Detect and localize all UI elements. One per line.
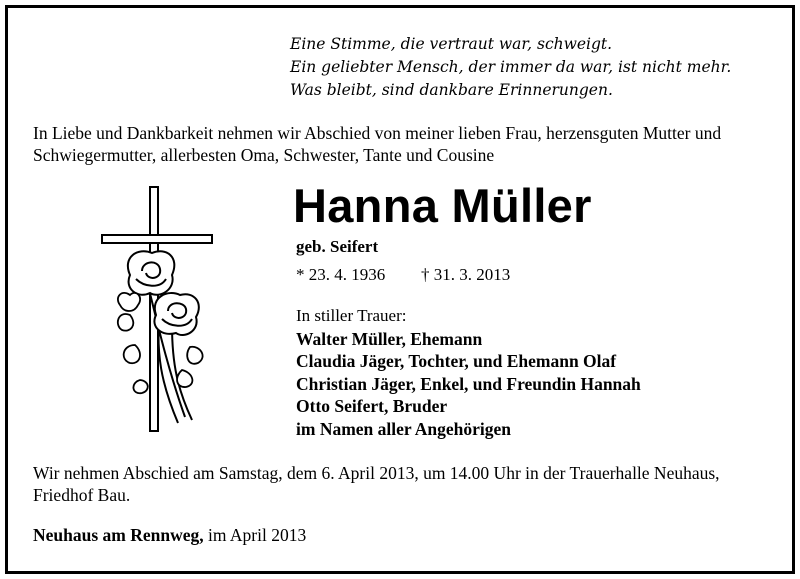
- poem-line-1: Eine Stimme, die vertraut war, schweigt.: [290, 35, 613, 53]
- death-date: † 31. 3. 2013: [421, 265, 511, 284]
- mourners-label: In stiller Trauer:: [296, 306, 407, 325]
- poem-line-3: Was bleibt, sind dankbare Erinnerungen.: [290, 81, 613, 99]
- poem-line-2: Ein geliebter Mensch, der immer da war, ist nicht mehr.: [290, 58, 732, 76]
- birth-date: * 23. 4. 1936: [296, 265, 386, 284]
- poem: [290, 33, 731, 102]
- cross-with-roses-icon: [100, 185, 220, 435]
- service-info: Wir nehmen Abschied am Samstag, dem 6. April 2013, um 14.00 Uhr in der Trauerhalle Neuhaus, Friedhof Bau.: [33, 463, 720, 505]
- place-town: Neuhaus am Rennweg,: [33, 525, 204, 545]
- mourner: Otto Seifert, Bruder: [296, 396, 448, 417]
- mourners-list: [296, 328, 641, 440]
- deceased-name: Hanna Müller: [293, 179, 592, 232]
- mourner: im Namen aller Angehörigen: [296, 418, 512, 439]
- mourner: Claudia Jäger, Tochter, und Ehemann Olaf: [296, 351, 617, 372]
- intro-text: In Liebe und Dankbarkeit nehmen wir Abschied von meiner lieben Frau, herzensguten Mutter und Schwiegermutter, allerbesten Oma, Schwester, Tante und Cousine: [33, 123, 722, 165]
- mourner: Christian Jäger, Enkel, und Freundin Hannah: [296, 373, 641, 394]
- maiden-name: geb. Seifert: [296, 237, 379, 256]
- mourner: Walter Müller, Ehemann: [296, 329, 483, 349]
- place-date: im April 2013: [203, 525, 307, 545]
- place-and-date: [33, 524, 306, 546]
- life-dates: [296, 264, 510, 286]
